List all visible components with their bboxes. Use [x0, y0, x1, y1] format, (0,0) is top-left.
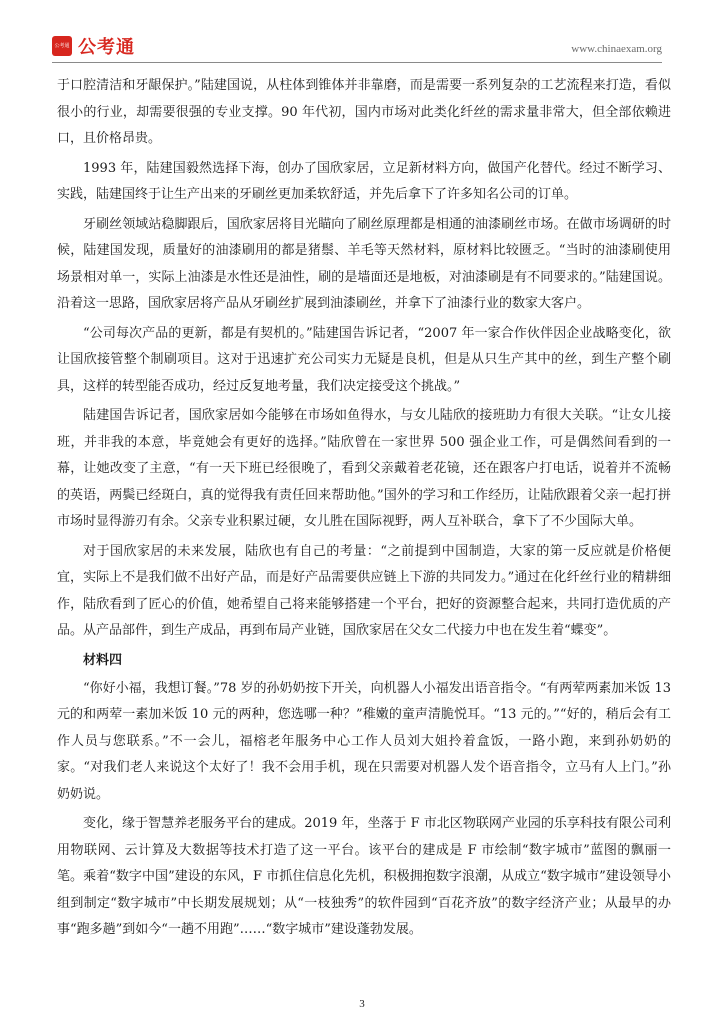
paragraph: 对于国欣家居的未来发展，陆欣也有自己的考量：“之前提到中国制造，大家的第一反应就是价格便宜，实际上不是我们做不出好产品，而是好产品需要供应链上下游的共同发力。”通过在化纤丝行业的精耕细作，陆欣看到了匠心的价值，她希望自己将来能够搭建一个平台，把好的资源整合起来，共同打造优质的产品。从产品部件，到生产成品，再到布局产业链，国欣家居在父女二代接力中也在发生着“蝶变”。: [57, 543, 671, 638]
article-body: [57, 73, 671, 944]
paragraph: 牙刷丝领域站稳脚跟后，国欣家居将目光瞄向了刷丝原理都是相通的油漆刷丝市场。在做市场调研的时候，陆建国发现，质量好的油漆刷用的都是猪鬃、羊毛等天然材料，原材料比较匮乏。“当时的油漆刷使用场景相对单一，实际上油漆是水性还是油性，刷的是墙面还是地板，对油漆刷是有不同要求的。”陆建国说。沿着这一思路，国欣家居将产品从牙刷丝扩展到油漆刷丝，并拿下了油漆行业的数家大客户。: [57, 216, 671, 311]
paragraph: 1993 年，陆建国毅然选择下海，创办了国欣家居，立足新材料方向，做国产化替代。经过不断学习、实践，陆建国终于让生产出来的牙刷丝更加柔软舒适，并先后拿下了许多知名公司的订单。: [57, 160, 671, 202]
logo-text: 公考通: [78, 37, 135, 58]
logo: [52, 33, 135, 59]
paragraph: “你好小福，我想订餐。”78 岁的孙奶奶按下开关，向机器人小福发出语音指令。“有两荤两素加米饭 13 元的和两荤一素加米饭 10 元的两种，您选哪一种？”稚嫩的童声清脆悦耳。“13 元的。”“好的，稍后会有工作人员与您联系。”不一会儿，福榕老年服务中心工作人员刘大姐拎着盒饭，一路小跑，来到孙奶奶的家。“对我们老人来说这个太好了！我不会用手机，现在只需要对机器人发个语音指令，立马有人上门。”孙奶奶说。: [57, 680, 671, 802]
paragraph: 陆建国告诉记者，国欣家居如今能够在市场如鱼得水，与女儿陆欣的接班助力有很大关联。“让女儿接班，并非我的本意，毕竟她会有更好的选择。”陆欣曾在一家世界 500 强企业工作，可是偶然间看到的一幕，让她改变了主意，“有一天下班已经很晚了，看到父亲戴着老花镜，还在跟客户打电话，说着并不流畅的英语，两鬓已经斑白，真的觉得我有责任回来帮助他。”国外的学习和工作经历，让陆欣跟着父亲一起打拼市场时显得游刃有余。父亲专业积累过硬，女儿胜在国际视野，两人互补联合，拿下了不少国际大单。: [57, 408, 671, 529]
paragraph: “公司每次产品的更新，都是有契机的。”陆建国告诉记者，“2007 年一家合作伙伴因企业战略变化，欲让国欣接管整个制刷项目。这对于迅速扩充公司实力无疑是良机，但是从只生产其中的丝，到生产整个刷具，这样的转型能否成功，经过反复地考量，我们决定接受这个挑战。”: [57, 325, 671, 394]
page-header: [52, 30, 662, 63]
section-title: 材料四: [83, 652, 123, 668]
paragraph: 于口腔清洁和牙龈保护。”陆建国说，从柱体到锥体并非靠磨，而是需要一系列复杂的工艺流程来打造，看似很小的行业，却需要很强的专业支撑。90 年代初，国内市场对此类化纤丝的需求量非常大，但全部依赖进口，且价格昂贵。: [57, 78, 671, 146]
page-number: 3: [359, 998, 365, 1010]
site-url: www.chinaexam.org: [571, 43, 662, 55]
paragraph: 变化，缘于智慧养老服务平台的建成。2019 年，坐落于 F 市北区物联网产业园的乐享科技有限公司利用物联网、云计算及大数据等技术打造了这一平台。该平台的建成是 F 市绘制“数字城市”蓝图的飘丽一笔。乘着“数字中国”建设的东风，F 市抓住信息化先机，积极拥抱数字浪潮，从成立“数字城市”建设领导小组到制定“数字城市”中长期发展规划；从“一枝独秀”的软件园到“百花齐放”的数字经济产业；从最早的办事“跑多趟”到如今“一趟不用跑”……“数字城市”建设蓬勃发展。: [57, 816, 671, 937]
logo-icon: 公考通: [52, 36, 72, 56]
